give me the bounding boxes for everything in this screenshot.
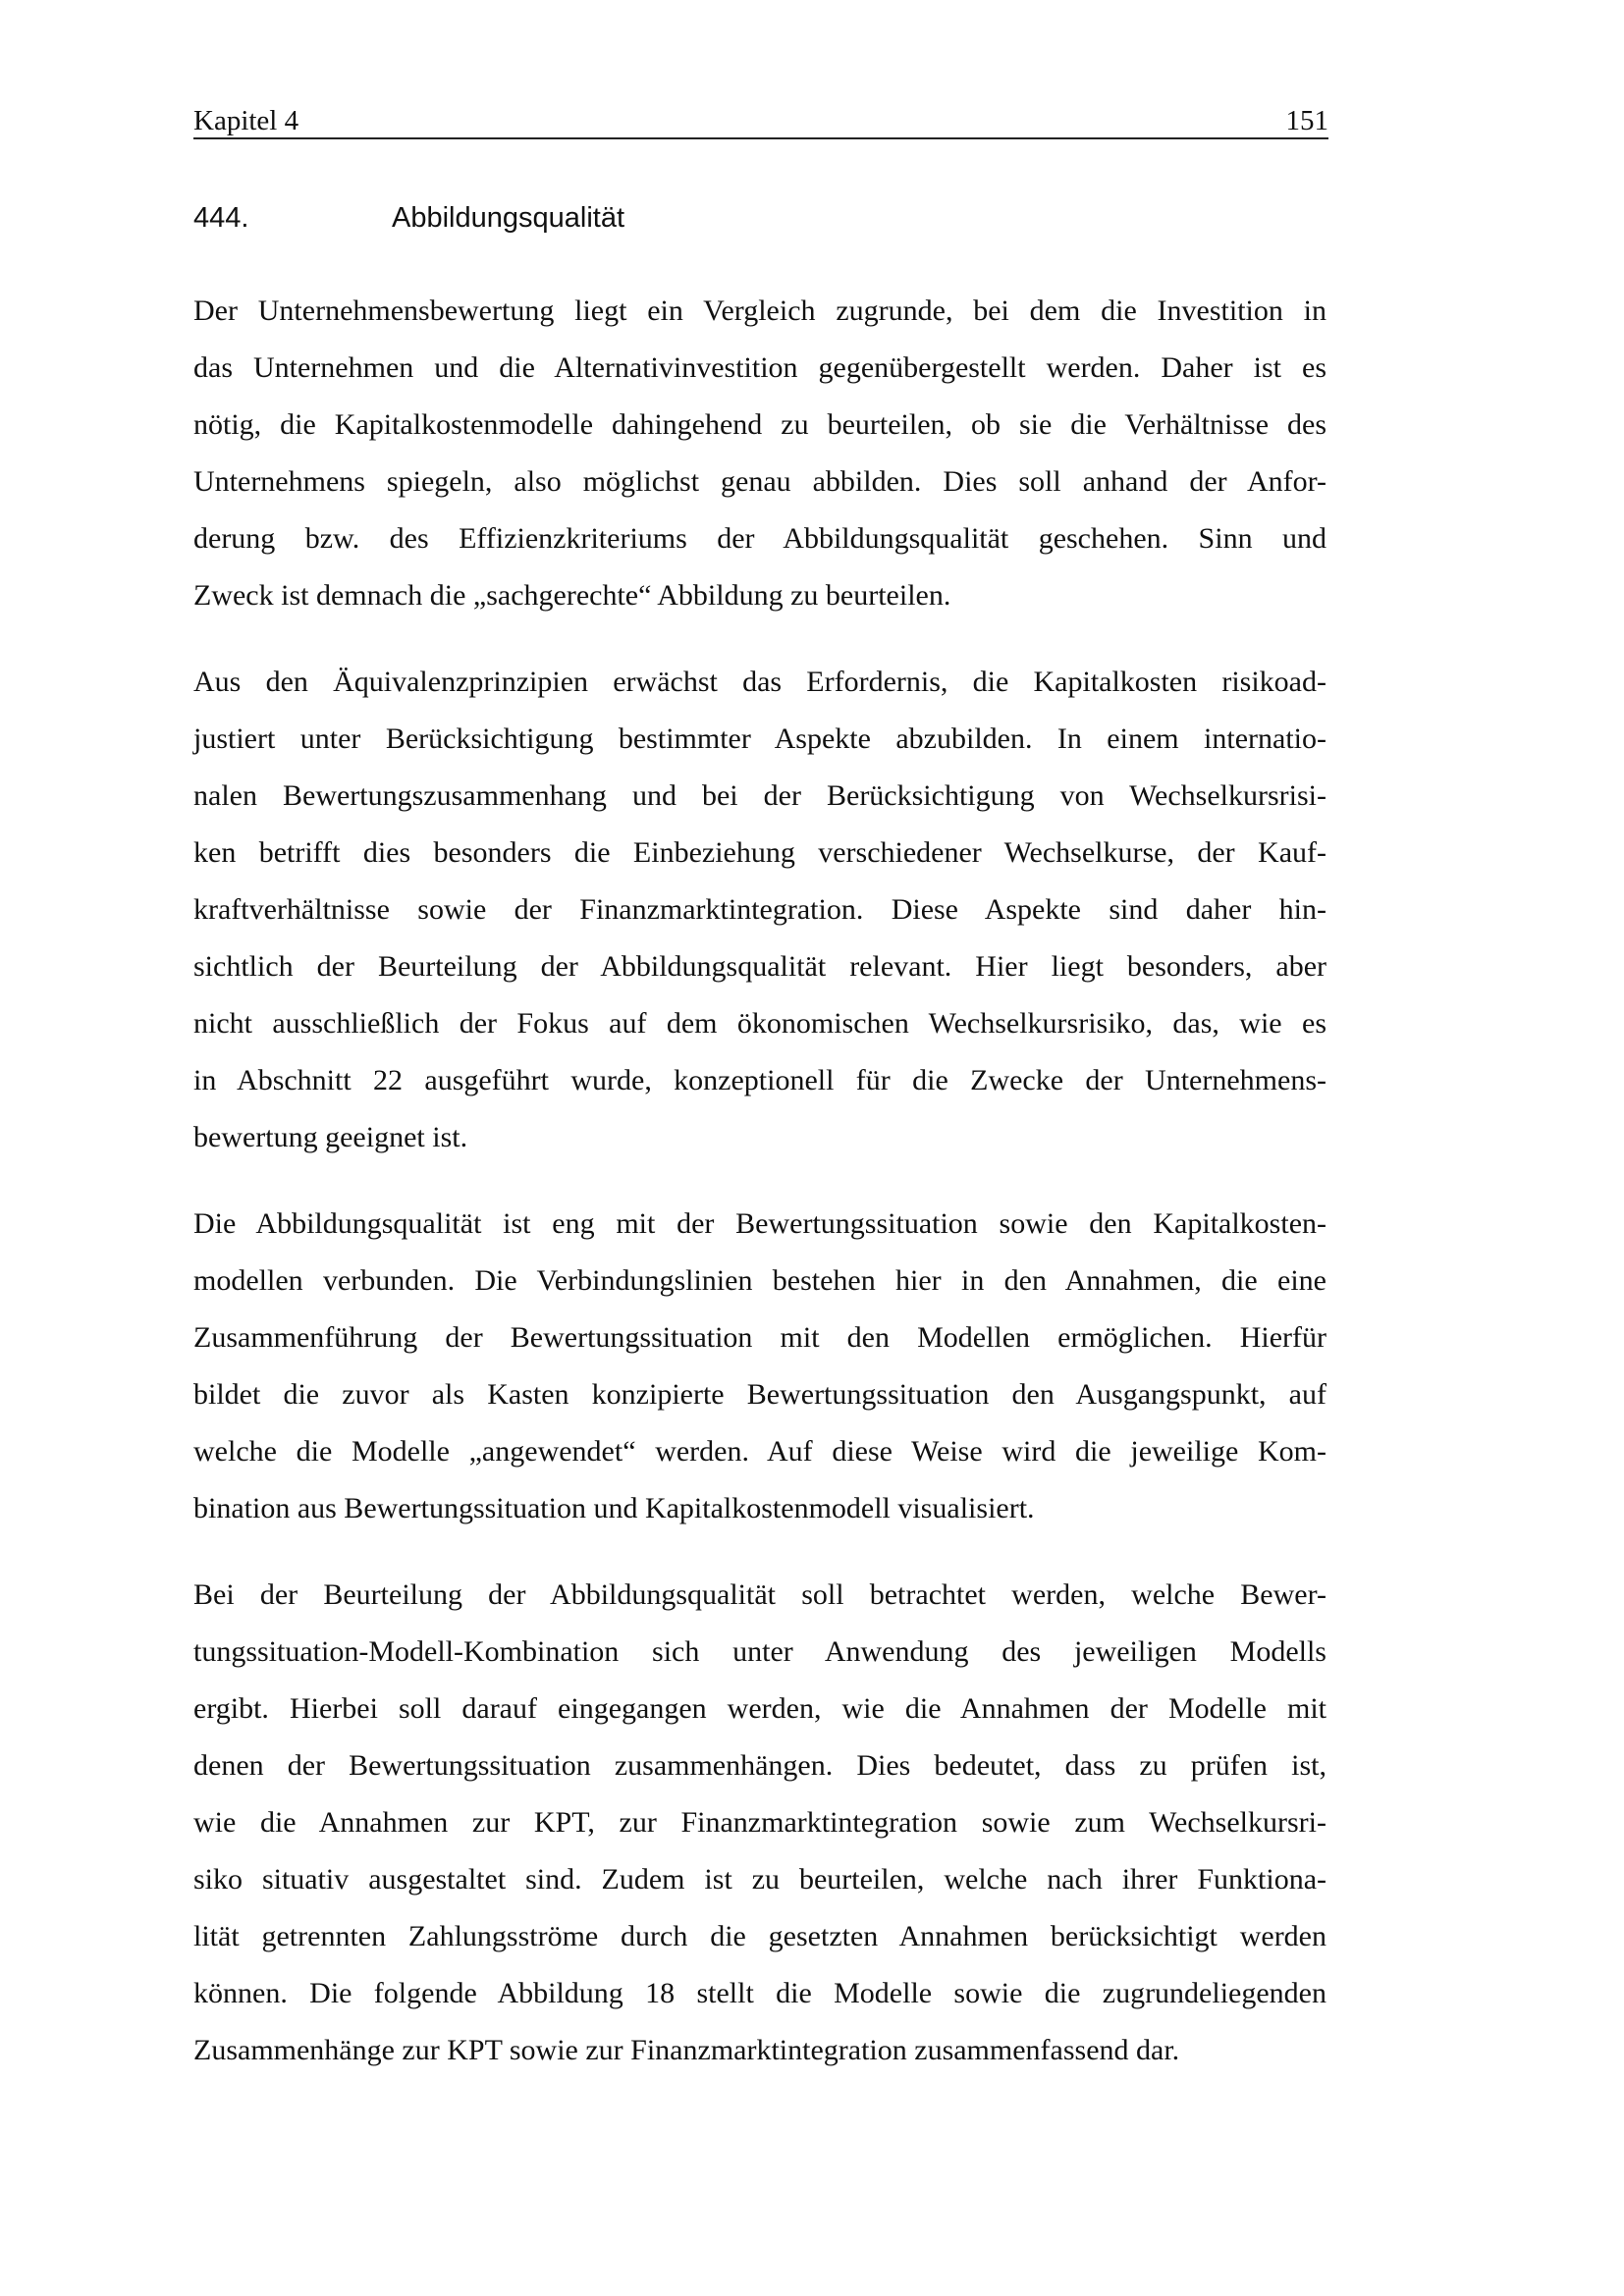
text-line: kraftverhältnisse sowie der Finanzmarktintegration. Diese Aspekte sind daher hin- xyxy=(193,893,1326,926)
running-header xyxy=(193,98,1328,137)
header-rule xyxy=(193,137,1328,139)
text-line: Der Unternehmensbewertung liegt ein Vergleich zugrunde, bei dem die Investition in xyxy=(193,294,1326,327)
text-line: lität getrennten Zahlungsströme durch die gesetzten Annahmen berücksichtigt werden xyxy=(193,1920,1326,1952)
section-title: Abbildungsqualität xyxy=(392,202,625,234)
text-line: welche die Modelle „angewendet“ werden. Auf diese Weise wird die jeweilige Kom- xyxy=(193,1435,1326,1468)
text-line: bildet die zuvor als Kasten konzipierte Bewertungssituation den Ausgangspunkt, auf xyxy=(193,1378,1326,1411)
text-line: Aus den Äquivalenzprinzipien erwächst das Erfordernis, die Kapitalkosten risikoad- xyxy=(193,666,1326,698)
text-line: tungssituation-Modell-Kombination sich unter Anwendung des jeweiligen Modells xyxy=(193,1635,1326,1668)
text-line: ken betrifft dies besonders die Einbeziehung verschiedener Wechselkurse, der Kauf- xyxy=(193,836,1326,869)
text-line: sichtlich der Beurteilung der Abbildungsqualität relevant. Hier liegt besonders, aber xyxy=(193,950,1326,983)
paragraph xyxy=(193,1567,1326,2079)
text-line: nicht ausschließlich der Fokus auf dem ökonomischen Wechselkursrisiko, das, wie es xyxy=(193,1007,1326,1040)
text-line: justiert unter Berücksichtigung bestimmter Aspekte abzubilden. In einem internatio- xyxy=(193,722,1326,755)
text-line: ergibt. Hierbei soll darauf eingegangen werden, wie die Annahmen der Modelle mit xyxy=(193,1692,1326,1725)
text-line: nalen Bewertungszusammenhang und bei der Berücksichtigung von Wechselkursrisi- xyxy=(193,779,1326,812)
chapter-label: Kapitel 4 xyxy=(193,105,299,136)
paragraph xyxy=(193,283,1326,624)
body-text xyxy=(193,283,1326,2109)
text-line: Bei der Beurteilung der Abbildungsqualität soll betrachtet werden, welche Bewer- xyxy=(193,1578,1326,1611)
text-line: bewertung geeignet ist. xyxy=(193,1121,468,1153)
text-line: modellen verbunden. Die Verbindungslinien bestehen hier in den Annahmen, die eine xyxy=(193,1264,1326,1297)
text-line: siko situativ ausgestaltet sind. Zudem ist zu beurteilen, welche nach ihrer Funktiona- xyxy=(193,1863,1326,1896)
text-line: denen der Bewertungssituation zusammenhängen. Dies bedeutet, dass zu prüfen ist, xyxy=(193,1749,1326,1782)
text-line: können. Die folgende Abbildung 18 stellt die Modelle sowie die zugrundeliegenden xyxy=(193,1977,1326,2009)
paragraph xyxy=(193,1196,1326,1537)
section-number: 444. xyxy=(193,202,249,234)
paragraph xyxy=(193,654,1326,1166)
text-line: das Unternehmen und die Alternativinvestition gegenübergestellt werden. Daher ist es xyxy=(193,351,1326,384)
text-line: derung bzw. des Effizienzkriteriums der Abbildungsqualität geschehen. Sinn und xyxy=(193,522,1326,555)
text-line: nötig, die Kapitalkostenmodelle dahingehend zu beurteilen, ob sie die Verhältnisse des xyxy=(193,408,1326,441)
text-line: bination aus Bewertungssituation und Kapitalkostenmodell visualisiert. xyxy=(193,1492,1035,1524)
text-line: Zweck ist demnach die „sachgerechte“ Abbildung zu beurteilen. xyxy=(193,579,951,612)
text-line: wie die Annahmen zur KPT, zur Finanzmarktintegration sowie zum Wechselkursri- xyxy=(193,1806,1326,1839)
text-line: Unternehmens spiegeln, also möglichst genau abbilden. Dies soll anhand der Anfor- xyxy=(193,465,1326,498)
text-line: Zusammenhänge zur KPT sowie zur Finanzmarktintegration zusammenfassend dar. xyxy=(193,2034,1180,2066)
text-line: in Abschnitt 22 ausgeführt wurde, konzeptionell für die Zwecke der Unternehmens- xyxy=(193,1064,1326,1096)
text-line: Zusammenführung der Bewertungssituation mit den Modellen ermöglichen. Hierfür xyxy=(193,1321,1326,1354)
text-line: Die Abbildungsqualität ist eng mit der Bewertungssituation sowie den Kapitalkosten- xyxy=(193,1207,1326,1240)
page-number: 151 xyxy=(1285,105,1328,136)
